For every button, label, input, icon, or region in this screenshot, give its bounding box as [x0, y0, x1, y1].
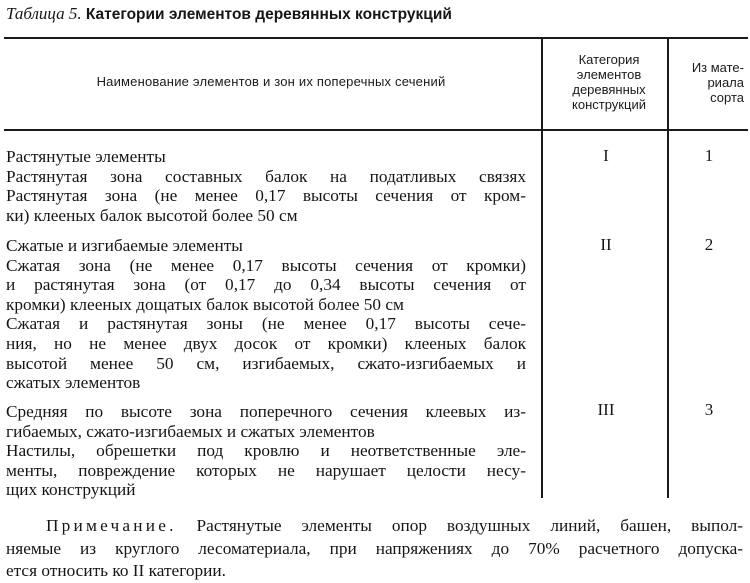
header-name-column: Наименование элементов и зон их поперечных сечений	[96, 74, 446, 89]
table-name: Категории элементов деревянных конструкций	[85, 6, 452, 23]
row-text-line: щих конструкций	[6, 480, 136, 500]
category-cell: III	[597, 400, 615, 419]
material-cell: 2	[704, 235, 714, 254]
category-cell: I	[603, 146, 609, 165]
note-line	[6, 515, 743, 538]
row-text-line: Сжатая и растянутая зоны (не менее 0,17 высоты сече-	[6, 314, 526, 334]
header-category-line: деревянных	[572, 82, 646, 97]
note-line: няемые из круглого лесоматериала, при напряжениях до 70% расчетного допуска-	[6, 538, 743, 558]
row-text-line: Сжатые и изгибаемые элементы	[6, 236, 243, 255]
table-row-group-3	[6, 402, 526, 500]
note-text: Растянутые элементы опор воздушных линий, башен, выпол-	[196, 516, 743, 535]
header-material-line: риала	[707, 75, 744, 90]
table-row-group-2	[6, 236, 526, 393]
row-text-line: Сжатая зона (не менее 0,17 высоты сечения от кромки)	[6, 255, 526, 275]
row-text-line: сжатых элементов	[6, 373, 141, 393]
row-text-line: Средняя по высоте зона поперечного сечения клеевых из-	[6, 402, 526, 421]
header-bottom-rule	[4, 129, 748, 131]
row-text-line: ния, но не менее двух досок от кромки) клееных балок	[6, 333, 526, 353]
header-category-line: элементов	[576, 67, 642, 82]
header-material-line: сорта	[710, 90, 744, 105]
material-cell: 1	[704, 146, 714, 165]
row-text-line: Растянутая зона составных балок на податливых связях	[6, 166, 526, 186]
row-text-line: и растянутая зона (от 0,17 до 0,34 высоты сечения от	[6, 275, 526, 295]
note-line: ется относить ко II категории.	[6, 561, 226, 580]
header-top-rule	[4, 37, 748, 39]
row-text-line: кромки) клееных дощатых балок высотой более 50 см	[6, 294, 404, 314]
table-title	[6, 4, 452, 24]
category-cell: II	[600, 235, 612, 254]
row-text-line: высотой менее 50 см, изгибаемых, сжато-изгибаемых и	[6, 353, 526, 373]
note-label: Примечание.	[46, 516, 177, 535]
header-category-column	[548, 52, 670, 112]
row-text-line: Настилы, обрешетки под кровлю и неответственные эле-	[6, 441, 526, 461]
row-text-line: Растянутая зона (не менее 0,17 высоты сечения от кром-	[6, 186, 526, 206]
header-category-line: конструкций	[572, 97, 646, 112]
header-material-column	[672, 60, 744, 105]
table-row-group-1	[6, 147, 526, 225]
row-text-line: гибаемых, сжато-изгибаемых и сжатых элементов	[6, 421, 375, 441]
material-cell: 3	[704, 400, 714, 419]
row-text-line: Растянутые элементы	[6, 147, 166, 166]
row-text-line: менты, повреждение которых не нарушает целости несу-	[6, 460, 526, 480]
row-text-line: ки) клееных балок высотой более 50 см	[6, 205, 298, 225]
header-material-line: Из мате-	[691, 60, 744, 75]
header-category-line: Категория	[578, 52, 640, 67]
table-number: Таблица 5.	[6, 4, 82, 23]
column-divider-1	[541, 38, 543, 498]
table-note	[6, 515, 743, 583]
